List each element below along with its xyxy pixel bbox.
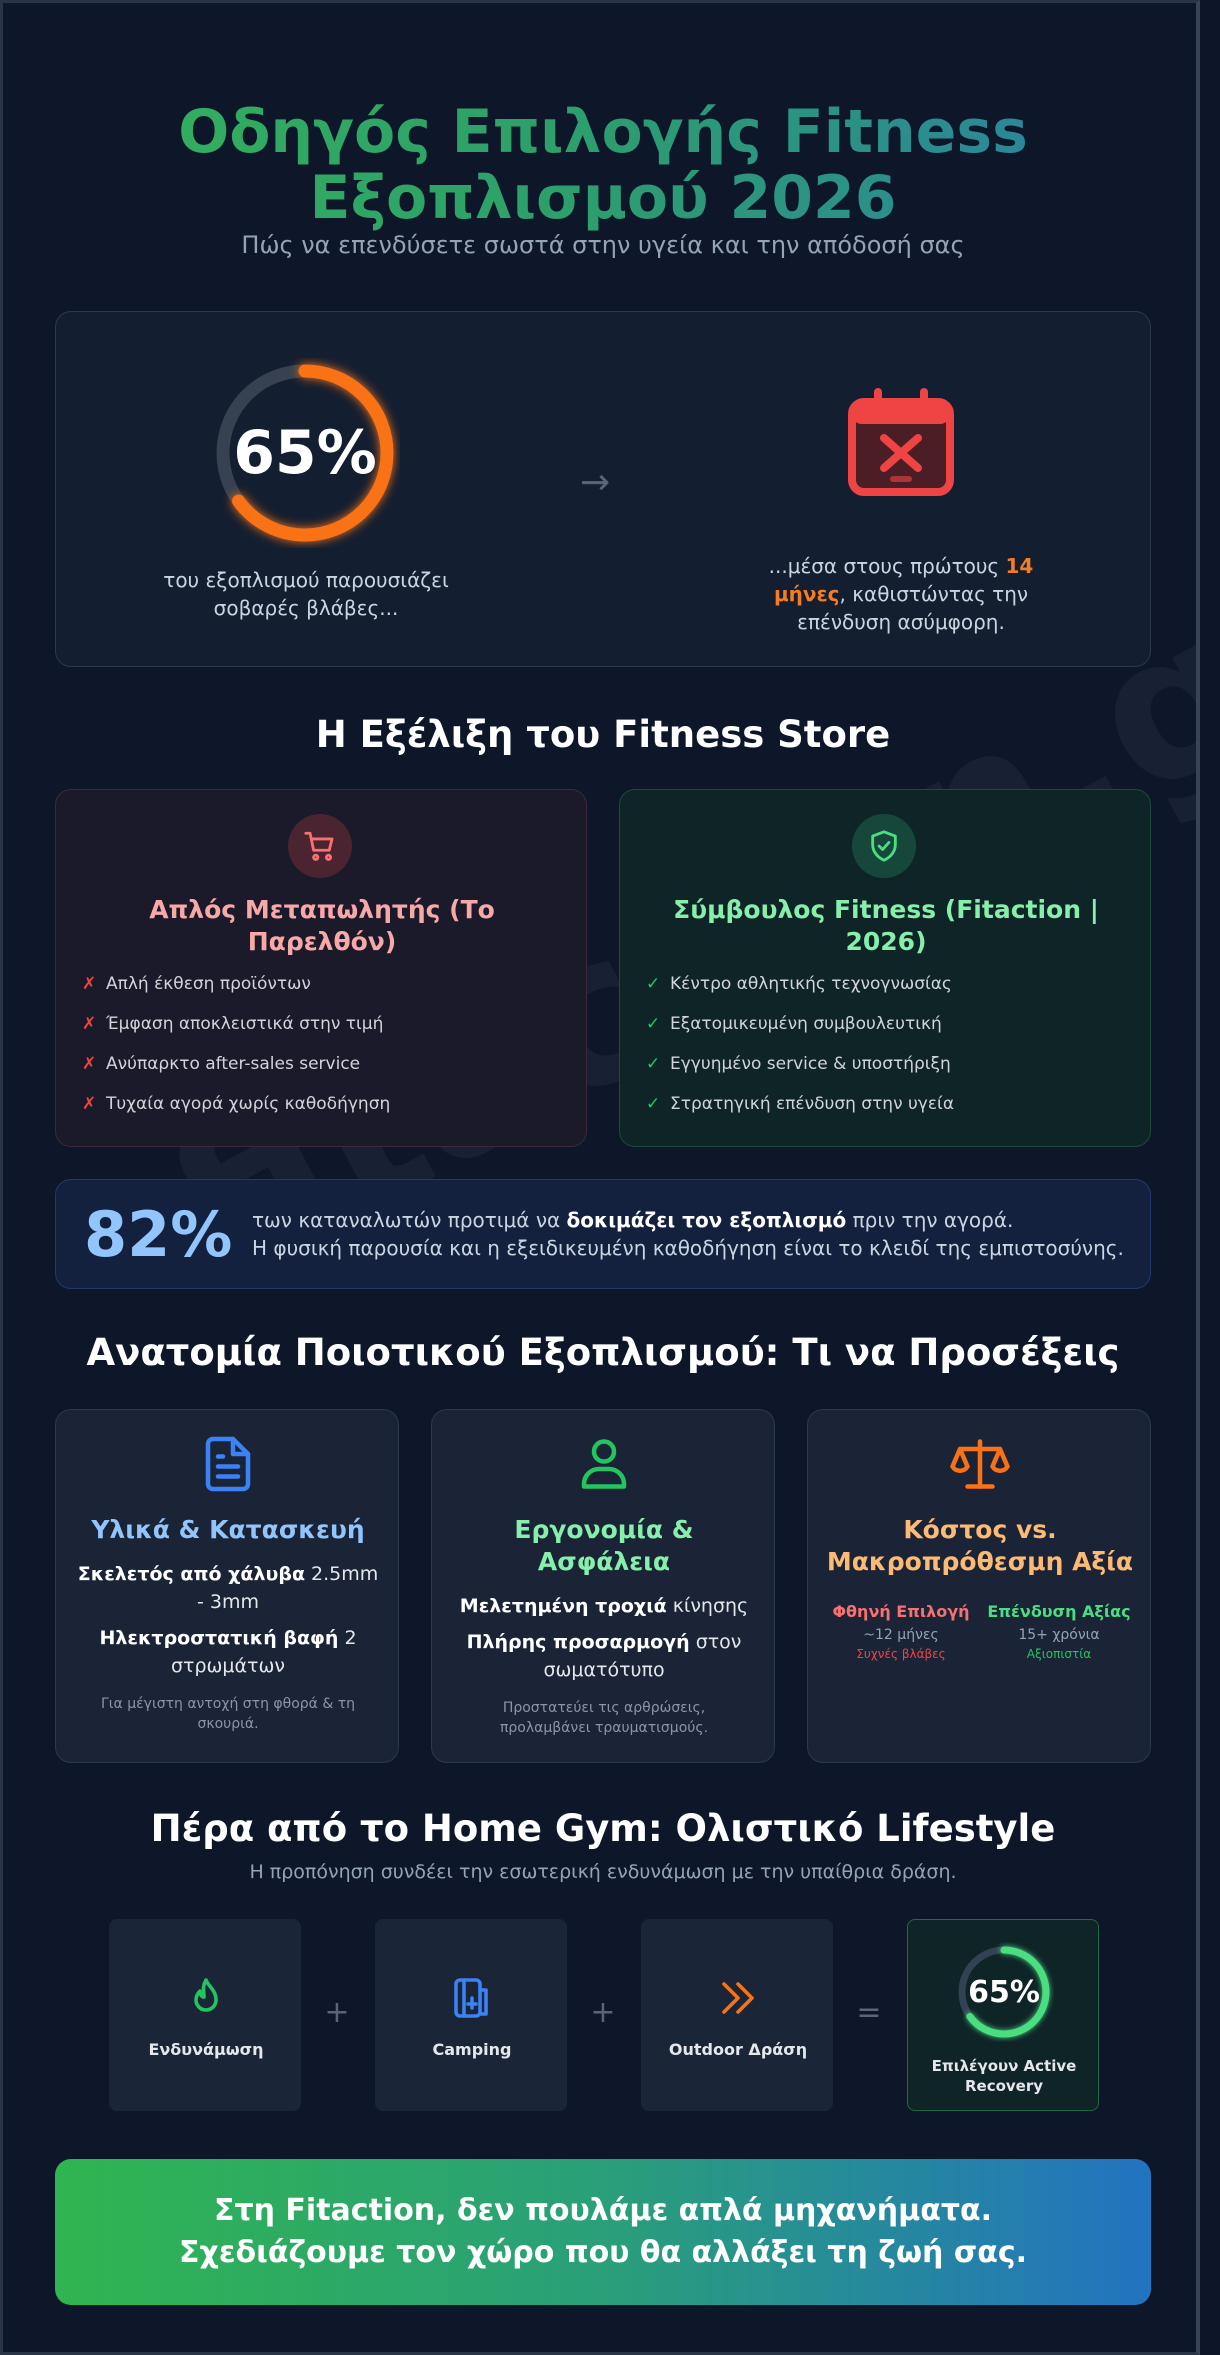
ergonomics-line-1: Μελετημένη τροχιά κίνησης bbox=[459, 1595, 749, 1617]
flame-icon bbox=[182, 1974, 230, 2022]
consumer-stat-value: 82% bbox=[84, 1198, 233, 1271]
fitness-advisor-card bbox=[619, 789, 1151, 1147]
calendar-x-icon bbox=[846, 388, 956, 498]
cost-value-title: Κόστος vs. Μακροπρόθεσμη Αξία bbox=[826, 1515, 1134, 1576]
ergonomics-note: Προστατεύει τις αρθρώσεις, προλαμβάνει τραυματισμούς. bbox=[499, 1700, 709, 1736]
lifestyle-section-title: Πέρα από το Home Gym: Ολιστικό Lifestyle bbox=[150, 1807, 1056, 1850]
list-item: ✓ Κέντρο αθλητικής τεχνογνωσίας bbox=[646, 974, 1126, 1014]
materials-line-2: Ηλεκτροστατική βαφή 2 στρωμάτων bbox=[99, 1627, 357, 1677]
cta-line-1: Στη Fitaction, δεν πουλάμε απλά μηχανήματα. bbox=[213, 2193, 993, 2228]
evolution-section-title: Η Εξέλιξη του Fitness Store bbox=[315, 713, 891, 756]
ergonomics-line-2: Πλήρης προσαρμογή στον σωματότυπο bbox=[466, 1631, 742, 1681]
cta-banner bbox=[55, 2159, 1151, 2305]
cost-value-card bbox=[807, 1409, 1151, 1763]
anatomy-section-title: Ανατομία Ποιοτικού Εξοπλισμού: Τι να Προσέξεις bbox=[86, 1331, 1120, 1374]
lifestyle-subtitle: Η προπόνηση συνδέει την εσωτερική ενδυνάμωση με την υπαίθρια δράση. bbox=[249, 1861, 957, 1883]
list-item: ✓ Εγγυημένο service & υποστήριξη bbox=[646, 1054, 1126, 1094]
old-reseller-list bbox=[82, 974, 562, 1134]
title-line-1: Οδηγός Επιλογής Fitness bbox=[178, 97, 1028, 167]
document-icon bbox=[198, 1434, 258, 1494]
list-item: ✗ Τυχαία αγορά χωρίς καθοδήγηση bbox=[82, 1094, 562, 1134]
cta-line-2: Σχεδιάζουμε τον χώρο που θα αλλάξει τη ζωή σας. bbox=[178, 2235, 1027, 2270]
list-item: ✗ Έμφαση αποκλειστικά στην τιμή bbox=[82, 1014, 562, 1054]
failure-period-caption: ...μέσα στους πρώτους 14 μήνες, καθιστώντας την επένδυση ασύμφορη. bbox=[768, 554, 1034, 634]
right-arrow-icon: → bbox=[580, 462, 611, 503]
list-item: ✓ Εξατομικευμένη συμβουλευτική bbox=[646, 1014, 1126, 1054]
cheap-option: Φθηνή Επιλογή ~12 μήνες Συχνές βλάβες bbox=[832, 1602, 970, 1661]
consumer-stat-text: των καταναλωτών προτιμά να δοκιμάζει τον εξοπλισμό πριν την αγορά. Η φυσική παρουσία και η εξειδικευμένη καθοδήγηση είναι το κλειδί της εμπιστοσύνης. bbox=[252, 1208, 1124, 1260]
active-recovery-value: 65% bbox=[968, 1974, 1040, 2010]
x-mark-icon: ✗ bbox=[82, 1054, 97, 1074]
value-investment: Επένδυση Αξίας 15+ χρόνια Αξιοπιστία bbox=[987, 1602, 1131, 1661]
list-item: ✓ Στρατηγική επένδυση στην υγεία bbox=[646, 1094, 1126, 1134]
scale-icon bbox=[950, 1434, 1010, 1494]
check-mark-icon: ✓ bbox=[646, 1094, 661, 1114]
consumer-stat-bar bbox=[55, 1179, 1151, 1289]
page-title bbox=[3, 99, 1200, 231]
camping-tile: Camping bbox=[375, 1919, 567, 2111]
fitness-advisor-title: Σύμβουλος Fitness (Fitaction | 2026) bbox=[673, 895, 1099, 956]
x-mark-icon: ✗ bbox=[82, 1014, 97, 1034]
equals-icon: = bbox=[856, 1995, 882, 2030]
materials-card bbox=[55, 1409, 399, 1763]
double-chevron-right-icon bbox=[714, 1974, 762, 2022]
check-mark-icon: ✓ bbox=[646, 974, 661, 994]
check-mark-icon: ✓ bbox=[646, 1014, 661, 1034]
shopping-cart-icon bbox=[288, 814, 352, 878]
active-recovery-tile bbox=[907, 1919, 1099, 2111]
fitness-advisor-list bbox=[646, 974, 1126, 1134]
x-mark-icon: ✗ bbox=[82, 1094, 97, 1114]
active-recovery-label: Επιλέγουν Active Recovery bbox=[931, 2057, 1077, 2095]
backpack-icon bbox=[448, 1974, 496, 2022]
user-icon bbox=[574, 1434, 634, 1494]
page-subtitle: Πώς να επενδύσετε σωστά στην υγεία και την απόδοσή σας bbox=[241, 231, 965, 259]
failure-rate-caption: του εξοπλισμού παρουσιάζει σοβαρές βλάβες... bbox=[163, 568, 449, 620]
plus-icon: + bbox=[590, 1995, 616, 2030]
x-mark-icon: ✗ bbox=[82, 974, 97, 994]
ergonomics-title: Εργονομία & Ασφάλεια bbox=[514, 1515, 694, 1576]
strength-tile: Ενδυνάμωση bbox=[109, 1919, 301, 2111]
check-mark-icon: ✓ bbox=[646, 1054, 661, 1074]
materials-title: Υλικά & Κατασκευή bbox=[91, 1515, 365, 1544]
failure-rate-value: 65% bbox=[233, 418, 377, 488]
failure-rate-ring bbox=[210, 358, 400, 548]
list-item: ✗ Απλή έκθεση προϊόντων bbox=[82, 974, 562, 1014]
list-item: ✗ Ανύπαρκτο after-sales service bbox=[82, 1054, 562, 1094]
ergonomics-card bbox=[431, 1409, 775, 1763]
hero-stat-card bbox=[55, 311, 1151, 667]
outdoor-tile: Outdoor Δράση bbox=[641, 1919, 833, 2111]
plus-icon: + bbox=[324, 1995, 350, 2030]
materials-note: Για μέγιστη αντοχή στη φθορά & τη σκουριά. bbox=[100, 1696, 356, 1732]
materials-line-1: Σκελετός από χάλυβα 2.5mm - 3mm bbox=[77, 1563, 379, 1613]
title-line-2: Εξοπλισμού 2026 bbox=[309, 163, 897, 233]
old-reseller-title: Απλός Μεταπωλητής (Το Παρελθόν) bbox=[149, 895, 495, 956]
shield-check-icon bbox=[852, 814, 916, 878]
failure-period-highlight: 14 μήνες bbox=[773, 554, 1034, 606]
old-reseller-card bbox=[55, 789, 587, 1147]
